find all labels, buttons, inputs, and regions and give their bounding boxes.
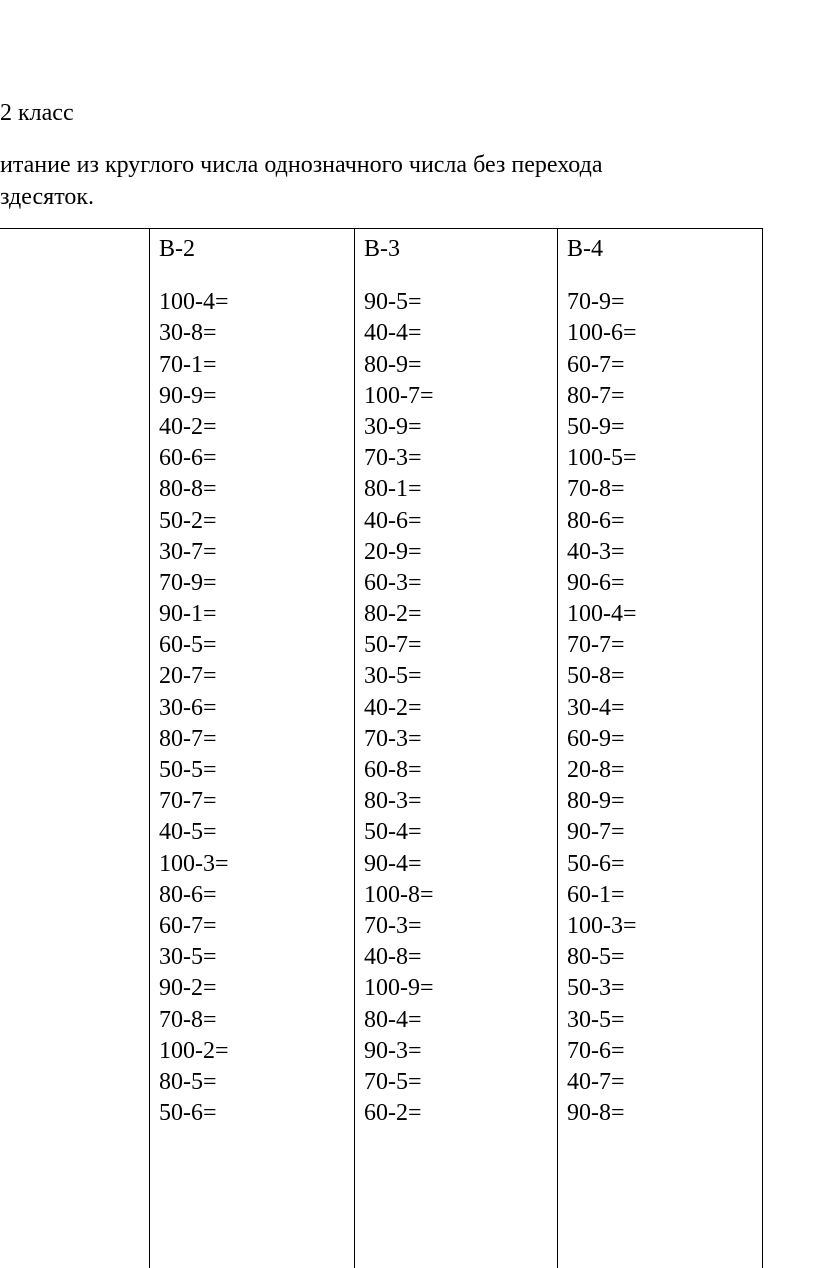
exercise-item: 80-7= — [567, 382, 625, 409]
exercise-item: 90-6= — [567, 569, 625, 596]
exercise-item: 70-1= — [159, 351, 217, 378]
column-divider-1 — [149, 228, 150, 1268]
exercise-item: 50-6= — [159, 1100, 217, 1127]
exercise-item — [0, 568, 2, 599]
exercise-item: 20-9= — [364, 538, 422, 565]
exercise-item: 40-8= — [364, 944, 422, 971]
exercise-item: 100-4= — [159, 289, 229, 316]
exercise-item: 90-1= — [159, 601, 217, 628]
exercise-item: 100-2= — [159, 1037, 229, 1064]
exercise-item: 100-9= — [364, 975, 434, 1002]
exercise-table — [0, 228, 763, 1268]
exercise-item — [0, 381, 2, 412]
exercise-item: 50-7= — [364, 632, 422, 659]
exercise-item: 100-7= — [364, 382, 434, 409]
exercise-item: 80-3= — [364, 788, 422, 815]
exercise-item: 40-5= — [159, 819, 217, 846]
exercise-item: 80-2= — [364, 601, 422, 628]
exercise-item: 60-2= — [364, 1100, 422, 1127]
exercise-item: 40-7= — [567, 1068, 625, 1095]
exercise-item — [0, 724, 2, 755]
exercise-item: 60-7= — [159, 912, 217, 939]
exercise-item — [0, 693, 2, 724]
exercise-item — [0, 318, 2, 349]
table-right-border — [762, 228, 763, 1268]
exercise-item: 40-2= — [159, 413, 217, 440]
exercise-item: 20-8= — [567, 757, 625, 783]
exercise-item: 50-8= — [567, 663, 625, 690]
exercise-item — [0, 412, 2, 443]
exercise-item: 70-3= — [364, 912, 422, 939]
exercise-item: 70-7= — [159, 788, 217, 815]
exercise-item — [0, 817, 2, 848]
exercise-item: 80-5= — [567, 944, 625, 971]
exercise-item: 60-5= — [159, 632, 217, 659]
exercise-item: 20-7= — [159, 663, 217, 690]
header-spacer — [159, 265, 229, 287]
variant-column-4 — [567, 228, 637, 1129]
exercise-item — [0, 755, 2, 786]
exercise-item: 90-8= — [567, 1100, 625, 1127]
exercise-item — [0, 1036, 2, 1067]
exercise-item: 90-5= — [364, 289, 422, 316]
variant-header — [0, 234, 2, 265]
exercise-item: 80-1= — [364, 476, 422, 503]
exercise-item — [0, 1067, 2, 1098]
exercise-item: 30-8= — [159, 320, 217, 347]
exercise-item: 50-2= — [159, 507, 217, 534]
exercise-item — [0, 880, 2, 911]
exercise-item: 70-6= — [567, 1037, 625, 1064]
exercise-item: 80-8= — [159, 476, 217, 503]
exercise-item: 70-7= — [567, 632, 625, 659]
exercise-item — [0, 630, 2, 661]
exercise-item: 70-8= — [159, 1006, 217, 1033]
exercise-item: 70-3= — [364, 725, 422, 752]
exercise-item: 70-9= — [567, 289, 625, 316]
exercise-item: 100-3= — [159, 850, 229, 877]
exercise-item — [0, 786, 2, 817]
exercise-item: 60-1= — [567, 881, 625, 908]
exercise-item: 80-9= — [364, 351, 422, 378]
exercise-item — [0, 911, 2, 942]
exercise-item — [0, 287, 2, 318]
exercise-item: 90-7= — [567, 819, 625, 846]
exercise-item: 50-4= — [364, 819, 422, 846]
exercise-item: 30-9= — [364, 413, 422, 440]
exercise-item: 80-9= — [567, 788, 625, 815]
exercise-item: 80-4= — [364, 1006, 422, 1033]
exercise-item — [0, 506, 2, 537]
exercise-item: 90-9= — [159, 382, 217, 409]
exercise-item: 80-6= — [567, 507, 625, 534]
exercise-item: 70-3= — [364, 445, 422, 472]
variant-column-3 — [364, 228, 434, 1129]
exercise-item — [0, 443, 2, 474]
exercise-item: 80-5= — [159, 1068, 217, 1095]
exercise-item: 60-7= — [567, 351, 625, 378]
exercise-item: 40-3= — [567, 538, 625, 565]
exercise-item — [0, 973, 2, 1004]
exercise-item: 40-4= — [364, 320, 422, 347]
variant-header: В-2 — [159, 236, 195, 262]
exercise-item — [0, 1098, 2, 1129]
exercise-item: 60-3= — [364, 569, 422, 596]
variant-header: В-3 — [364, 236, 400, 262]
exercise-item: 30-7= — [159, 538, 217, 565]
exercise-item: 50-6= — [567, 850, 625, 877]
title-line-2: здесяток. — [0, 184, 95, 210]
exercise-item: 30-4= — [567, 694, 625, 721]
grade-label: 2 класс — [0, 100, 74, 126]
header-spacer — [567, 265, 637, 287]
exercise-item: 90-2= — [159, 975, 217, 1002]
exercise-item: 60-6= — [159, 445, 217, 472]
exercise-item: 60-9= — [567, 725, 625, 752]
exercise-item — [0, 350, 2, 381]
exercise-item: 40-2= — [364, 694, 422, 721]
exercise-item: 60-8= — [364, 757, 422, 783]
variant-column-1 — [0, 228, 2, 1129]
exercise-item: 100-5= — [567, 445, 637, 472]
exercise-item — [0, 661, 2, 692]
exercise-item: 40-6= — [364, 507, 422, 534]
exercise-item: 30-5= — [364, 663, 422, 690]
variant-column-2 — [159, 228, 229, 1129]
exercise-item — [0, 599, 2, 630]
exercise-item: 50-3= — [567, 975, 625, 1002]
exercise-item: 90-3= — [364, 1037, 422, 1064]
exercise-item: 70-5= — [364, 1068, 422, 1095]
exercise-item — [0, 474, 2, 505]
exercise-item — [0, 1005, 2, 1036]
exercise-item — [0, 537, 2, 568]
exercise-item: 80-6= — [159, 881, 217, 908]
exercise-item: 90-4= — [364, 850, 422, 877]
exercise-item: 50-5= — [159, 757, 217, 783]
title-line-1: итание из круглого числа однозначного числа без перехода — [0, 152, 603, 178]
exercise-item — [0, 849, 2, 880]
exercise-item: 30-6= — [159, 694, 217, 721]
exercise-item: 100-4= — [567, 601, 637, 628]
header-spacer — [0, 265, 2, 287]
header-spacer — [364, 265, 434, 287]
exercise-item: 100-3= — [567, 912, 637, 939]
exercise-item: 70-9= — [159, 569, 217, 596]
exercise-item: 30-5= — [159, 944, 217, 971]
exercise-item: 100-6= — [567, 320, 637, 347]
exercise-item: 80-7= — [159, 725, 217, 752]
exercise-item: 30-5= — [567, 1006, 625, 1033]
exercise-item: 50-9= — [567, 413, 625, 440]
variant-header: В-4 — [567, 236, 603, 262]
exercise-item — [0, 942, 2, 973]
column-divider-3 — [557, 228, 558, 1268]
worksheet-title — [0, 149, 602, 213]
column-divider-2 — [354, 228, 355, 1268]
exercise-item: 70-8= — [567, 476, 625, 503]
exercise-item: 100-8= — [364, 881, 434, 908]
